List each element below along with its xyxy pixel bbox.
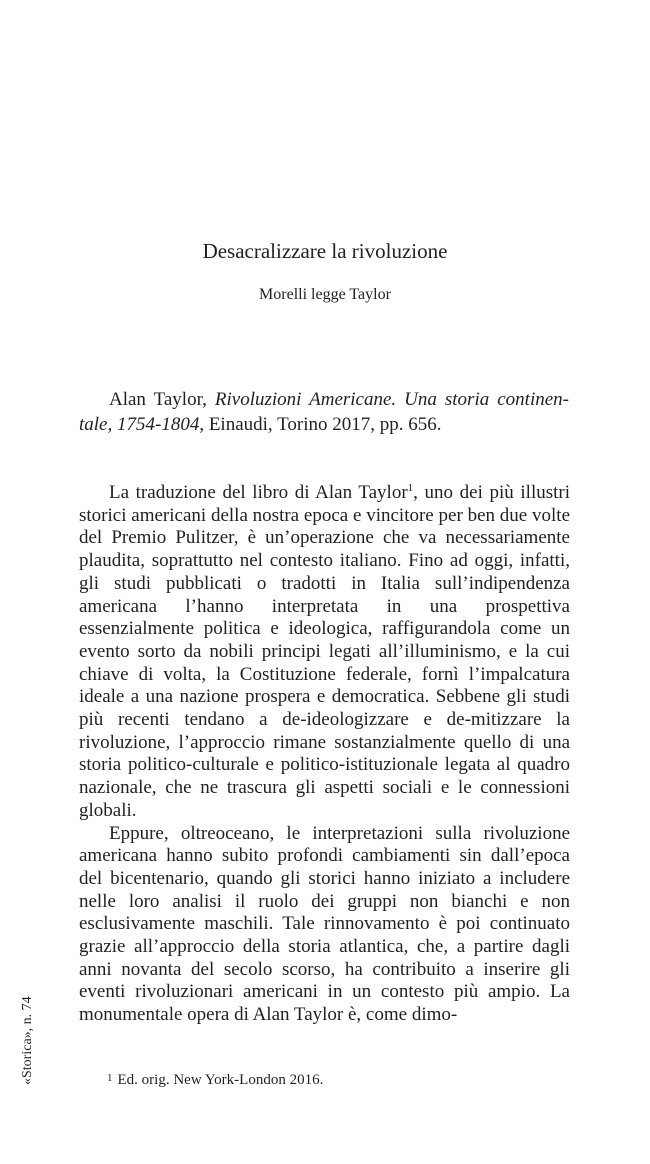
book-publication: , Einaudi, Torino 2017, pp. 656. bbox=[199, 413, 442, 435]
footnote-reference: 1 bbox=[407, 482, 414, 494]
footnote-text: Ed. orig. New York-London 2016. bbox=[117, 1072, 324, 1088]
bibliographic-reference bbox=[79, 388, 569, 437]
book-author: Alan Taylor, bbox=[109, 389, 215, 410]
footnote bbox=[107, 1068, 323, 1090]
journal-margin-note: «Storica», n. 74 bbox=[20, 996, 35, 1085]
paragraph-2: Eppure, oltreoceano, le interpretazioni sulla rivoluzione americana hanno subito profondi cambiamenti sin dall’epoca del bicentenario, quando gli storici hanno iniziato a includere nelle loro analisi il ruolo dei gruppi non bianchi e non esclusivamente maschili. Tale rinnovamento è poi continuato grazie all’approccio della storia atlantica, che, a partire dagli anni novanta del secolo scorso, ha contribuito a inserire gli eventi rivoluzionari americani in un contesto più ampio. La monumentale opera di Alan Taylor è, come dimo- bbox=[79, 822, 570, 1026]
page-subtitle: Morelli legge Taylor bbox=[259, 286, 391, 303]
paragraph-1 bbox=[79, 482, 570, 823]
paragraph-1-rest: , uno dei più illustri storici americani della nostra epoca e vincitore per ben due volte del Premio Pulitzer, è un’operazione che va necessariamente plaudita, soprattutto nel contesto italiano. Fino ad oggi, infatti, gli studi pubblicati o tradotti in Italia sull’indipendenza americana l’hanno interpretata in una prospettiva essenzialmente politica e ideologica, raffigurandola come un evento sorto da nobili principi legati all’illuminismo, e la cui chiave di volta, la Costituzione federale, fornì l’impalcatura ideale a una nazione prospera e democratica. Sebbene gli studi più recenti tendano a de-ideologizzare e de-mitizzare la rivoluzione, l’approccio rimane sostanzialmente quello di una storia politico-culturale e politico-istituzionale legata al quadro nazionale, che ne trascura gli aspetti sociali e le connessioni globali. bbox=[79, 482, 570, 821]
page-title: Desacralizzare la rivoluzione bbox=[202, 239, 448, 263]
paragraph-1-start: La traduzione del libro di Alan Taylor bbox=[109, 482, 408, 503]
book-title: Rivoluzioni Americane. Una storia continen-tale, 1754-1804 bbox=[79, 389, 569, 435]
footnote-mark: 1 bbox=[107, 1072, 113, 1084]
article-body bbox=[79, 482, 570, 1027]
